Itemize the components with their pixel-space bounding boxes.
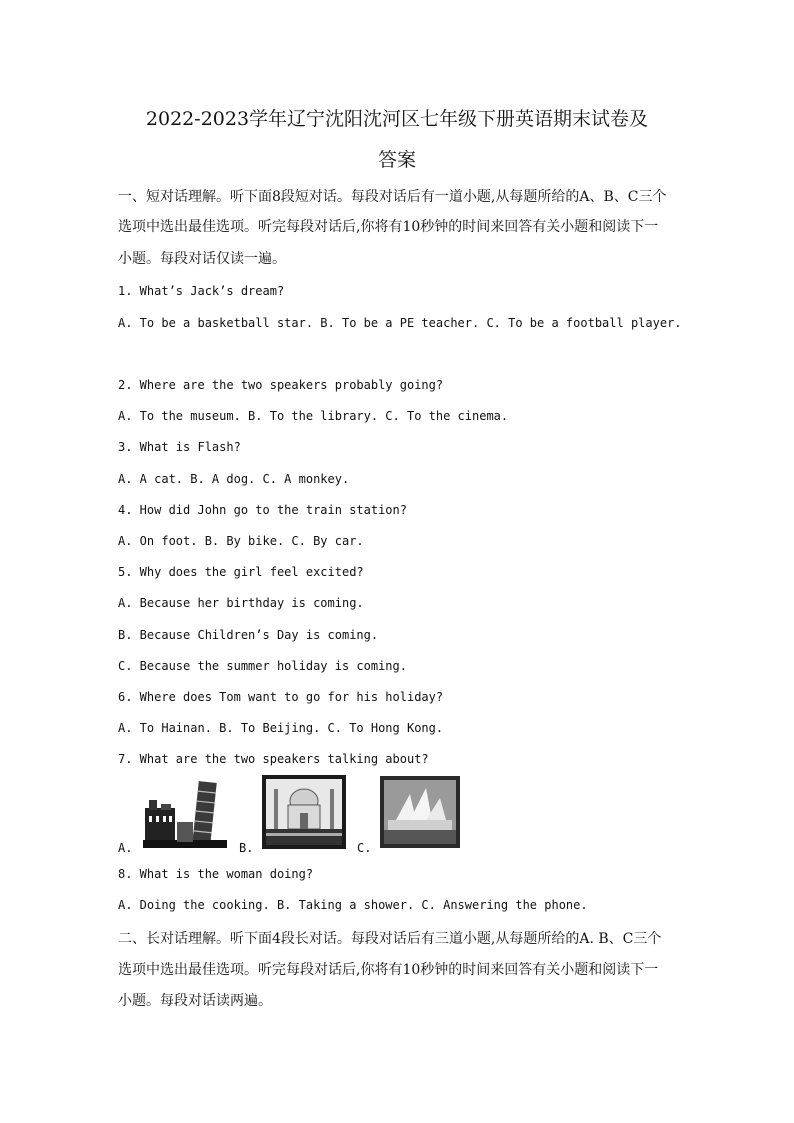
sydney-opera-house-image bbox=[380, 776, 460, 848]
question-2-options: A. To the museum. B. To the library. C. To the cinema. bbox=[118, 409, 509, 423]
question-3: 3. What is Flash? bbox=[118, 440, 241, 454]
question-4-options: A. On foot. B. By bike. C. By car. bbox=[118, 534, 364, 548]
question-5: 5. Why does the girl feel excited? bbox=[118, 565, 364, 579]
question-2: 2. Where are the two speakers probably going? bbox=[118, 378, 444, 392]
option-a-label: A. bbox=[118, 841, 133, 855]
question-1: 1. What’s Jack’s dream? bbox=[118, 284, 285, 298]
question-7: 7. What are the two speakers talking about? bbox=[118, 752, 429, 766]
section1-line-3: 小题。每段对话仅读一遍。 bbox=[118, 251, 286, 267]
question-8: 8. What is the woman doing? bbox=[118, 867, 314, 881]
option-c-label: C. bbox=[357, 841, 372, 855]
question-4: 4. How did John go to the train station? bbox=[118, 503, 407, 517]
question-8-options: A. Doing the cooking. B. Taking a shower. C. Answering the phone. bbox=[118, 898, 588, 912]
section2-line-2: 选项中选出最佳选项。听完每段对话后,你将有10秒钟的时间来回答有关小题和阅读下一 bbox=[118, 962, 659, 978]
section1-line-2: 选项中选出最佳选项。听完每段对话后,你将有10秒钟的时间来回答有关小题和阅读下一 bbox=[118, 219, 659, 235]
page-title-line-2: 答案 bbox=[377, 149, 416, 171]
section2-line-3: 小题。每段对话读两遍。 bbox=[118, 993, 272, 1009]
option-b-label: B. bbox=[239, 841, 254, 855]
question-6-options: A. To Hainan. B. To Beijing. C. To Hong Kong. bbox=[118, 721, 444, 735]
question-5-option-c: C. Because the summer holiday is coming. bbox=[118, 659, 407, 673]
question-5-option-a: A. Because her birthday is coming. bbox=[118, 596, 364, 610]
question-5-option-b: B. Because Children’s Day is coming. bbox=[118, 628, 379, 642]
section2-line-1: 二、长对话理解。听下面4段长对话。每段对话后有三道小题,从每题所给的A. B、C三个 bbox=[118, 931, 662, 947]
page-title-line-1: 2022-2023学年辽宁沈阳沈河区七年级下册英语期末试卷及 bbox=[145, 108, 649, 130]
taj-mahal-image bbox=[262, 775, 346, 849]
question-6: 6. Where does Tom want to go for his holiday? bbox=[118, 690, 444, 704]
section1-line-1: 一、短对话理解。听下面8段短对话。每段对话后有一道小题,从每题所给的A、B、C三个 bbox=[118, 189, 667, 205]
question-1-options: A. To be a basketball star. B. To be a PE teacher. C. To be a football player. bbox=[118, 316, 682, 330]
leaning-tower-image bbox=[143, 778, 227, 848]
question-3-options: A. A cat. B. A dog. C. A monkey. bbox=[118, 472, 350, 486]
